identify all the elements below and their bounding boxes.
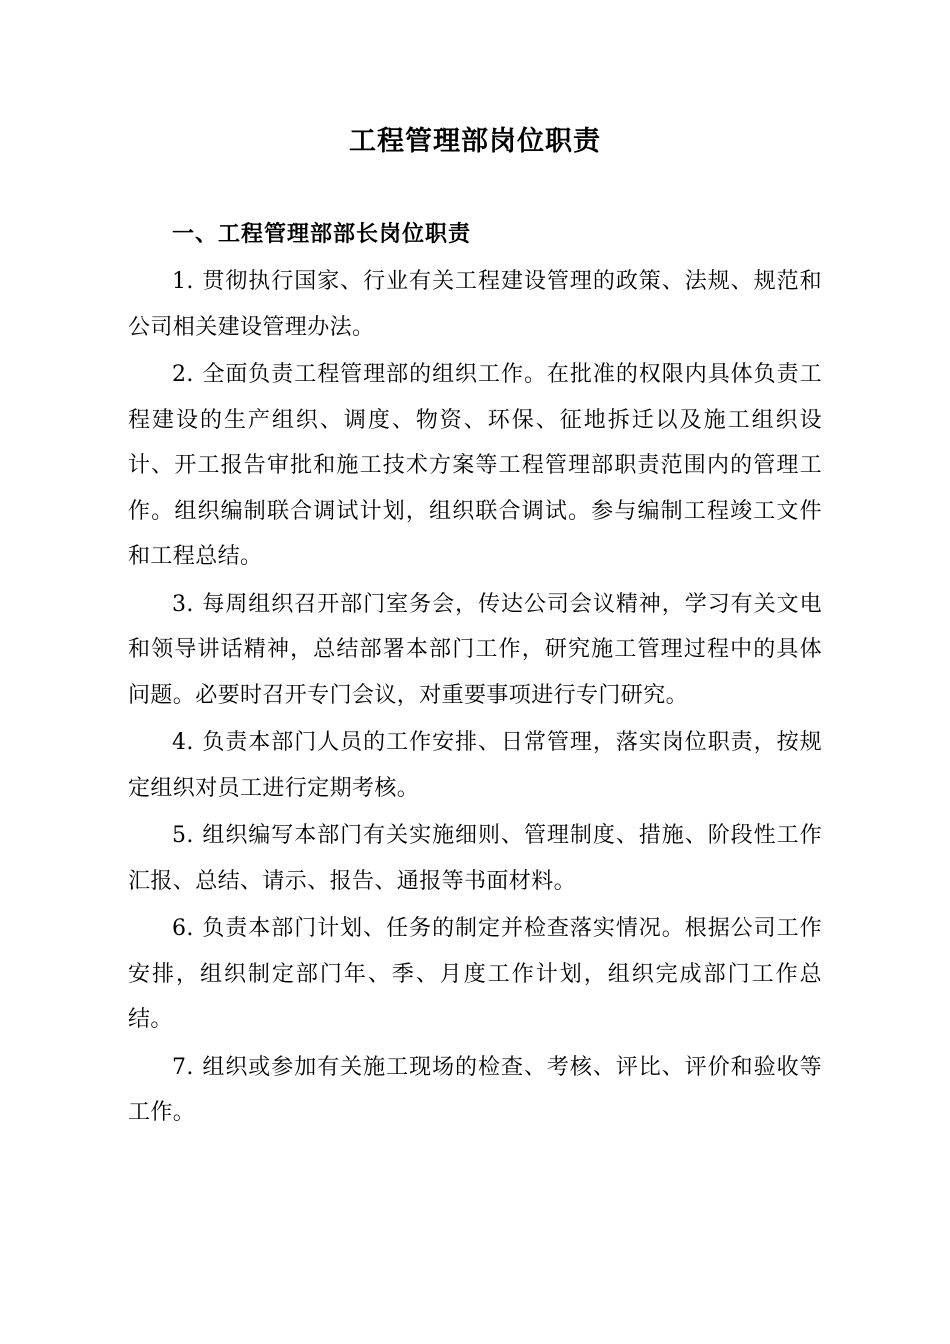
duty-item-7 (128, 1045, 822, 1136)
duty-item-number: 7. (172, 1054, 194, 1080)
document-body (128, 212, 822, 1138)
duty-item-number: 2. (172, 362, 194, 387)
duty-item-text: 贯彻执行国家、行业有关工程建设管理的政策、法规、规范和公司相关建设管理办法。 (128, 269, 822, 340)
duty-item-4 (128, 720, 822, 811)
duty-item-6 (128, 906, 822, 1043)
duty-item-number: 5. (172, 823, 194, 848)
duty-item-text: 全面负责工程管理部的组织工作。在批准的权限内具体负责工程建设的生产组织、调度、物资、环保、征地拆迁以及施工组织设计、开工报告审批和施工技术方案等工程管理部职责范围内的管理工作。组织编制联合调试计划，组织联合调试。参与编制工程竣工文件和工程总结。 (128, 362, 822, 569)
duty-item-text: 每周组织召开部门室务会，传达公司会议精神，学习有关文电和领导讲话精神，总结部署本部门工作，研究施工管理过程中的具体问题。必要时召开专门会议，对重要事项进行专门研究。 (128, 591, 822, 708)
duty-item-text: 组织编写本部门有关实施细则、管理制度、措施、阶段性工作汇报、总结、请示、报告、通报等书面材料。 (128, 823, 822, 894)
duty-item-2 (128, 352, 822, 580)
document-title: 工程管理部岗位职责 (349, 126, 601, 157)
duty-item-number: 3. (172, 591, 194, 617)
duty-item-text: 负责本部门人员的工作安排、日常管理，落实岗位职责，按规定组织对员工进行定期考核。 (128, 730, 822, 801)
duty-item-5 (128, 813, 822, 904)
duty-item-3 (128, 582, 822, 719)
duty-item-text: 组织或参加有关施工现场的检查、考核、评比、评价和验收等工作。 (128, 1054, 822, 1125)
section-heading: 一、工程管理部部长岗位职责 (172, 222, 472, 247)
duty-item-text: 负责本部门计划、任务的制定并检查落实情况。根据公司工作安排，组织制定部门年、季、月度工作计划，组织完成部门工作总结。 (128, 916, 822, 1032)
duty-item-1 (128, 259, 822, 350)
duty-item-number: 6. (172, 916, 194, 941)
duty-item-number: 1. (172, 269, 194, 294)
duty-item-number: 4. (172, 730, 194, 755)
